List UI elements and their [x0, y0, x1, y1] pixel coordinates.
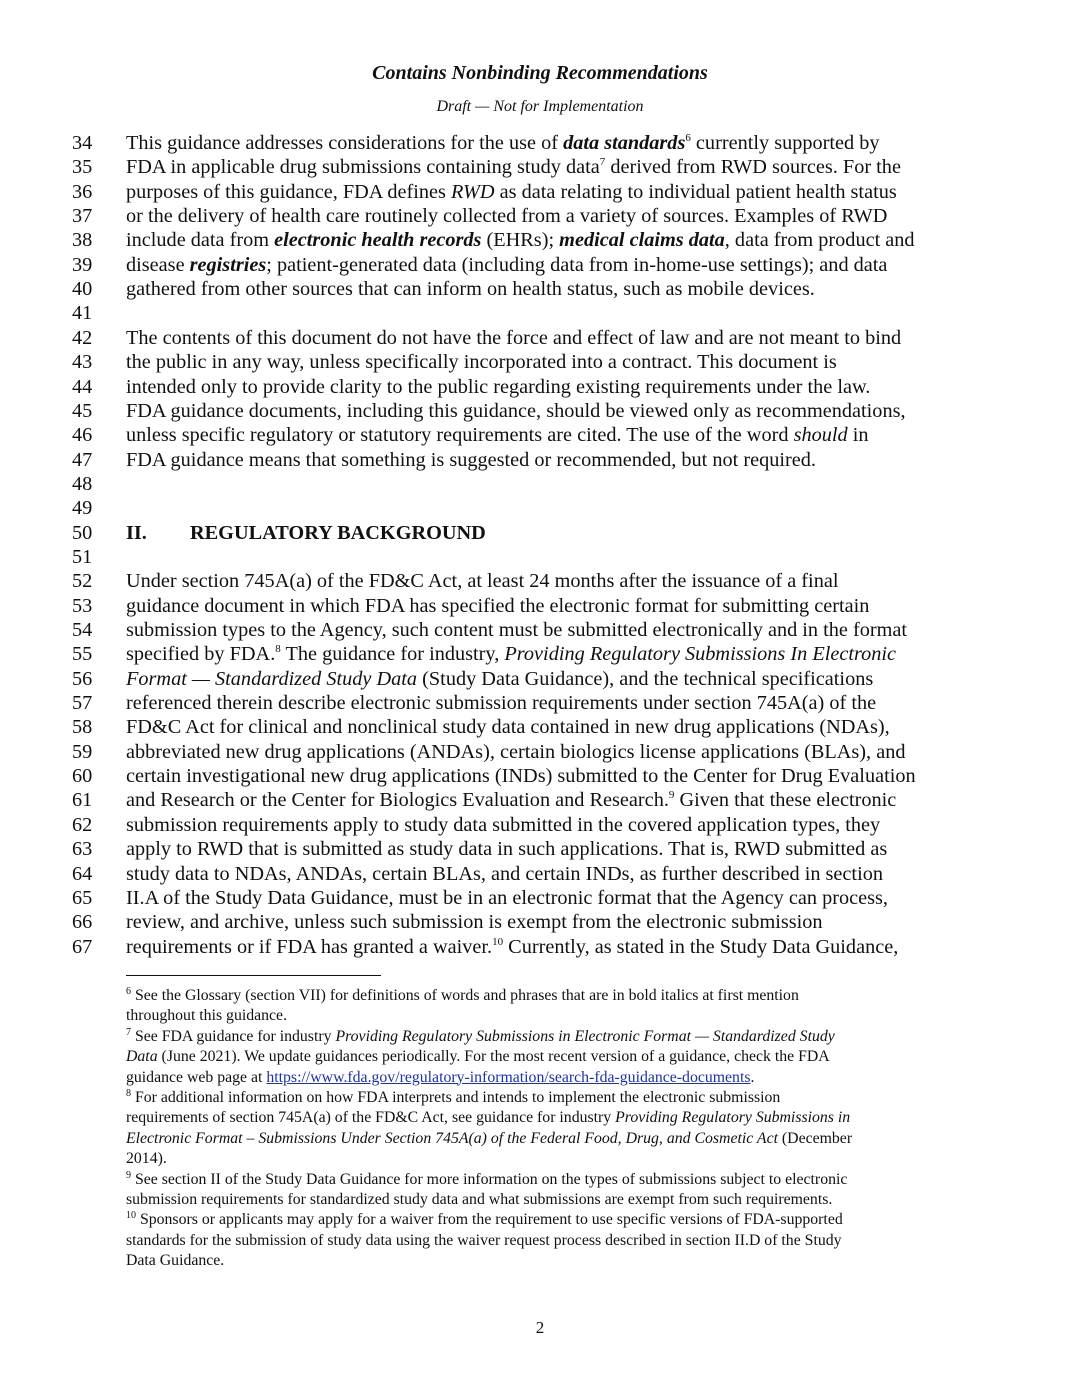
line-number: 67 [72, 935, 93, 958]
footnote-line [126, 1088, 780, 1108]
defined-term: data standards [563, 132, 686, 154]
text-run: See section II of the Study Data Guidance for more information on the types of submissions subject to electronic [131, 1170, 848, 1188]
text-run: Given that these electronic [674, 789, 897, 812]
line-number: 51 [72, 545, 93, 568]
text-run: guidance web page at [126, 1068, 267, 1086]
line-number: 54 [72, 619, 93, 641]
italic-text: RWD [451, 180, 495, 203]
text-run: study data to NDAs, ANDAs, certain BLAs, and certain INDs, as further described in section [126, 862, 883, 885]
text-run: include data from [126, 229, 275, 252]
line-number: 53 [72, 594, 93, 617]
line-number: 61 [72, 789, 93, 812]
text-run: purposes of this guidance, FDA defines [126, 180, 452, 203]
text-run: The guidance for industry, [280, 643, 505, 666]
line-text [126, 715, 890, 739]
line-text [126, 618, 907, 642]
text-run: review, and archive, unless such submission is exempt from the electronic submission [126, 911, 823, 934]
footnote-ref: 9 [668, 789, 675, 802]
text-run: , data from product and [724, 229, 915, 252]
footnote-line [126, 1108, 850, 1128]
line-number: 43 [72, 351, 93, 374]
line-text [126, 667, 873, 691]
italic-text: Electronic Format – Submissions Under Section 745A(a) of the Federal Food, Drug, and Cosmetic Act [126, 1129, 778, 1147]
text-run: guidance document in which FDA has specified the electronic format for submitting certain [126, 594, 870, 617]
line-text [126, 788, 896, 812]
line-text [126, 935, 898, 959]
section-heading [126, 521, 486, 545]
text-run: requirements of section 745A(a) of the FD&C Act, see guidance for industry [126, 1109, 616, 1127]
footnote-line [126, 1149, 167, 1169]
line-number: 59 [72, 740, 93, 763]
line-number: 64 [72, 862, 93, 885]
line-number: 47 [72, 448, 93, 471]
line-number: 37 [72, 205, 93, 228]
line-text [126, 253, 887, 277]
line-text [126, 277, 815, 301]
defined-term: electronic health records [274, 229, 482, 252]
text-run: Sponsors or applicants may apply for a waiver from the requirement to use specific versions of FDA-supported [136, 1211, 843, 1229]
italic-text: Providing Regulatory Submissions in Electronic Format — Standardized Study [335, 1027, 835, 1045]
section-title: REGULATORY BACKGROUND [190, 521, 486, 544]
footnote-ref: 9 [126, 1169, 131, 1181]
text-run: Under section 745A(a) of the FD&C Act, at least 24 months after the issuance of a final [126, 570, 839, 593]
page-header-title: Contains Nonbinding Recommendations [372, 62, 708, 84]
text-run: standards for the submission of study data using the waiver request process described in section II.D of the Study [126, 1231, 842, 1249]
text-run: . [750, 1068, 755, 1086]
line-text [126, 350, 837, 374]
line-text [126, 813, 880, 837]
footnote-line [126, 1027, 835, 1047]
line-text [126, 837, 887, 861]
footnote-divider [126, 975, 381, 976]
footnote-ref: 8 [275, 643, 281, 656]
footnote-line [126, 1006, 287, 1026]
line-text [126, 862, 883, 886]
text-run: For additional information on how FDA interprets and intends to implement the electronic submission [131, 1089, 781, 1106]
text-run: disease [126, 253, 190, 276]
text-run: (June 2021). We update guidances periodically. For the most recent version of a guidance, check the FDA [157, 1048, 830, 1066]
text-run: FDA in applicable drug submissions containing study data [126, 156, 600, 179]
text-run: See the Glossary (section VII) for definitions of words and phrases that are in bold italics at first mention [131, 987, 799, 1004]
line-text [126, 399, 906, 423]
line-text [126, 131, 880, 155]
line-number: 63 [72, 838, 93, 861]
line-number: 45 [72, 399, 93, 422]
line-text [126, 375, 870, 399]
text-run: 2014). [126, 1150, 167, 1168]
line-text [126, 740, 905, 764]
line-text [126, 691, 876, 715]
text-run: referenced therein describe electronic submission requirements under section 745A(a) of the [126, 692, 877, 715]
text-run: currently supported by [690, 132, 880, 154]
text-run: gathered from other sources that can inform on health status, such as mobile devices. [126, 278, 815, 301]
line-number: 57 [72, 692, 93, 715]
page-header-subtitle: Draft — Not for Implementation [436, 98, 644, 115]
footnote-line [126, 1129, 852, 1149]
line-text [126, 594, 869, 618]
line-number: 34 [72, 132, 93, 154]
footnote-line [126, 1190, 832, 1210]
line-number: 39 [72, 253, 93, 276]
text-run: The contents of this document do not have the force and effect of law and are not meant to bind [126, 326, 902, 349]
text-run: submission requirements apply to study data submitted in the covered application types, they [126, 813, 881, 836]
line-number: 62 [72, 813, 93, 836]
italic-text: Format — Standardized Study Data [126, 667, 418, 690]
line-text [126, 910, 823, 934]
text-run: throughout this guidance. [126, 1007, 288, 1025]
line-number: 44 [72, 375, 93, 398]
text-run: See FDA guidance for industry [131, 1027, 336, 1045]
text-run: FDA guidance documents, including this guidance, should be viewed only as recommendations, [126, 399, 906, 422]
footnote-ref: 10 [126, 1210, 136, 1222]
line-number: 35 [72, 156, 93, 179]
text-run: (EHRs); [481, 229, 560, 252]
line-number: 50 [72, 521, 93, 544]
text-run: This guidance addresses considerations for the use of [126, 132, 564, 154]
footnote-ref: 8 [126, 1088, 131, 1099]
line-text [126, 886, 888, 910]
footnote-line [126, 1170, 847, 1190]
italic-text: Providing Regulatory Submissions In Electronic [504, 643, 897, 666]
line-number: 52 [72, 570, 93, 593]
text-run: as data relating to individual patient health status [494, 180, 897, 203]
section-number: II. [126, 521, 147, 544]
text-run: certain investigational new drug applications (INDs) submitted to the Center for Drug Evaluation [126, 765, 916, 788]
text-run: the public in any way, unless specifically incorporated into a contract. This document is [126, 351, 837, 374]
text-run: requirements or if FDA has granted a waiver. [126, 935, 493, 958]
text-run: in [847, 424, 869, 447]
line-number: 41 [72, 302, 93, 325]
line-text [126, 569, 838, 593]
line-number: 58 [72, 716, 93, 739]
text-run: abbreviated new drug applications (ANDAs), certain biologics license applications (BLAs), and [126, 740, 906, 763]
line-number: 65 [72, 886, 93, 909]
footnote-line [126, 1047, 830, 1067]
text-run: apply to RWD that is submitted as study data in such applications. That is, RWD submitted as [126, 838, 888, 861]
line-text [126, 204, 887, 228]
line-number: 42 [72, 326, 93, 349]
line-text [126, 642, 896, 666]
text-run: submission requirements for standardized study data and what submissions are exempt from such requirements. [126, 1191, 833, 1208]
text-run: submission types to the Agency, such content must be submitted electronically and in the format [126, 619, 908, 641]
line-text [126, 326, 901, 350]
footnote-ref: 7 [126, 1026, 131, 1038]
line-number: 46 [72, 424, 93, 447]
line-number: 36 [72, 180, 93, 203]
text-run: specified by FDA. [126, 643, 276, 666]
defined-term: registries [189, 253, 267, 276]
text-run: II.A of the Study Data Guidance, must be in an electronic format that the Agency can process, [126, 886, 888, 909]
text-run: intended only to provide clarity to the public regarding existing requirements under the law. [126, 375, 871, 398]
footnote-ref: 6 [126, 986, 131, 997]
italic-text: Providing Regulatory Submissions in [615, 1109, 851, 1127]
line-text [126, 180, 897, 204]
text-run: derived from RWD sources. For the [605, 156, 901, 179]
line-number: 66 [72, 911, 93, 934]
line-text [126, 448, 816, 472]
line-number: 38 [72, 229, 93, 252]
text-run: FDA guidance means that something is suggested or recommended, but not required. [126, 448, 816, 471]
line-number: 55 [72, 643, 93, 666]
line-text [126, 155, 901, 179]
text-run: (Study Data Guidance), and the technical specifications [417, 667, 874, 690]
text-run: Currently, as stated in the Study Data Guidance, [503, 935, 899, 958]
italic-text: should [793, 424, 848, 447]
footnote-ref: 10 [492, 935, 504, 948]
text-run: or the delivery of health care routinely collected from a variety of sources. Examples of RWD [126, 205, 888, 228]
text-run: (December [777, 1129, 853, 1147]
footnote-line [126, 1210, 843, 1230]
footnote-ref: 7 [599, 156, 606, 169]
footnote-ref: 6 [685, 132, 691, 144]
line-text [126, 228, 915, 252]
footnote-line [126, 1068, 754, 1088]
line-number: 40 [72, 278, 93, 301]
guidance-link[interactable]: https://www.fda.gov/regulatory-information/search-fda-guidance-documents [266, 1068, 751, 1086]
footnote-line [126, 1251, 224, 1271]
page-number: 2 [535, 1318, 545, 1337]
text-run: unless specific regulatory or statutory requirements are cited. The use of the word [126, 424, 794, 447]
text-run: FD&C Act for clinical and nonclinical study data contained in new drug applications (NDAs), [126, 716, 890, 739]
line-number: 48 [72, 472, 93, 495]
footnote-line [126, 1231, 842, 1251]
defined-term: medical claims data [559, 229, 725, 252]
text-run: ; patient-generated data (including data from in-home-use settings); and data [266, 253, 888, 276]
text-run: Data Guidance. [126, 1252, 225, 1270]
footnote-line [126, 986, 799, 1006]
line-text [126, 764, 916, 788]
text-run: and Research or the Center for Biologics Evaluation and Research. [126, 789, 669, 812]
italic-text: Data [126, 1048, 158, 1066]
line-number: 60 [72, 765, 93, 788]
line-text [126, 423, 869, 447]
line-number: 49 [72, 497, 93, 520]
line-number: 56 [72, 667, 93, 690]
